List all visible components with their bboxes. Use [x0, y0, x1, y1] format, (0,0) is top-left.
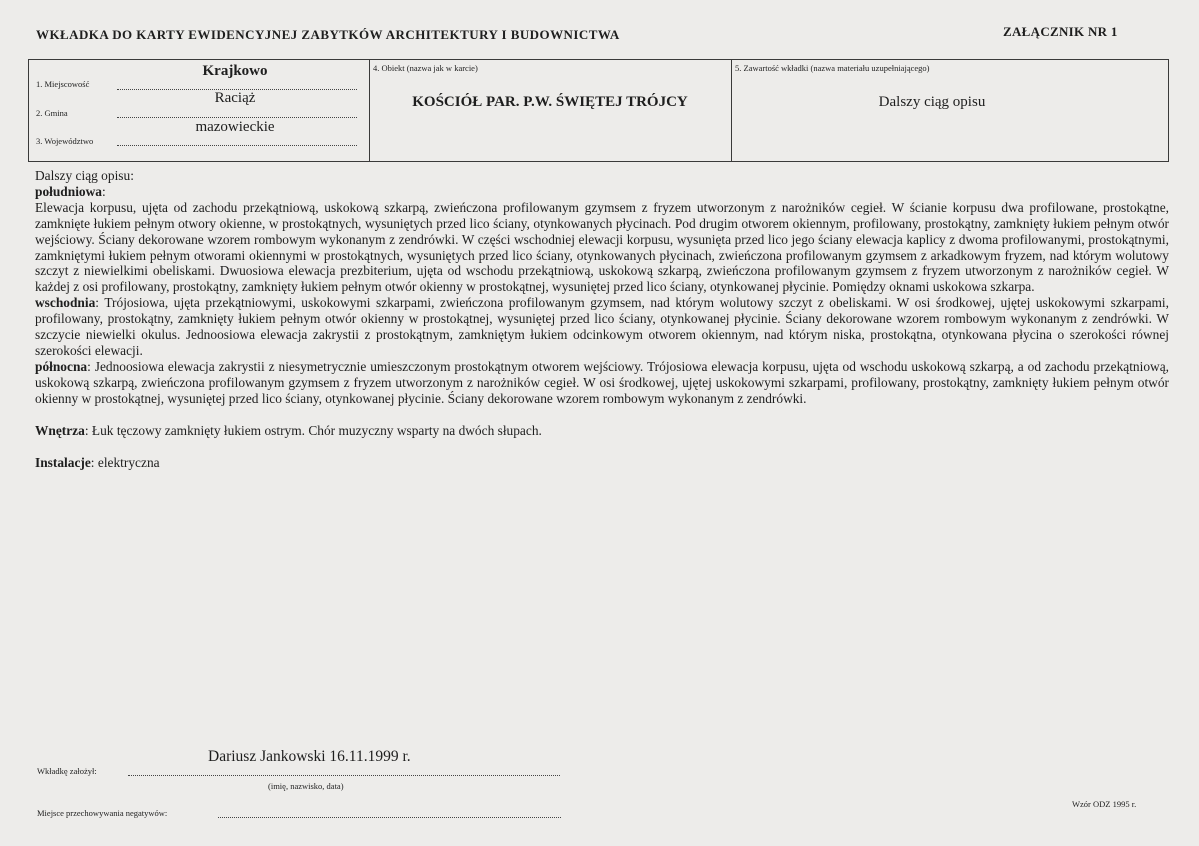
installations-text: elektryczna [97, 454, 160, 470]
installations-heading: Instalacje [35, 454, 91, 470]
box-bottom-border [28, 161, 1169, 162]
voivodeship-value: mazowieckie [195, 119, 275, 135]
box-left-border [28, 59, 29, 161]
voivodeship-label: 3. Województwo [36, 136, 94, 146]
east-section: wschodnia: Trójosiowa, ujęta przekątniowymi, uskokowymi szkarpami, zwieńczona profilowanym gzymsem, nad którym wolutowy szczyt z obeliskami. W osi środkowej, ujętej uskokowymi szkarpami, profilowany, prostokątny, zamknięty łukiem pełnym otwór okienny w prostokątnej, wysuniętej przed lico ściany, otynkowanej płycinie. Ściany dekorowane wzorem rombowym wykonanym z zendrówki. W szczycie niewielki okulus. Jednoosiowa elewacja zakrystii z prostokątnym, zamkniętym łukiem odcinkowym otworem okiennym, nad którym niska, prostokątna, otynkowana płycina o szerokości równej szerokości elewacji. [35, 295, 1169, 358]
interior-section: Wnętrza: Łuk tęczowy zamknięty łukiem ostrym. Chór muzyczny wsparty na dwóch słupach. [35, 422, 542, 438]
east-heading: wschodnia [35, 295, 96, 311]
contents-label: 5. Zawartość wkładki (nazwa materiału uzupełniającego) [735, 63, 930, 73]
intro-line: Dalszy ciąg opisu: [35, 168, 134, 183]
negatives-line [218, 817, 561, 818]
installations-section: Instalacje: elektryczna [35, 454, 160, 470]
interior-heading: Wnętrza [35, 422, 85, 438]
box-right-border [1168, 59, 1169, 161]
east-text: Trójosiowa, ujęta przekątniowymi, uskokowymi szkarpami, zwieńczona profilowanym gzymsem, nad którym wolutowy szczyt z obeliskami. W osi środkowej, ujętej uskokowymi szkarpami, profilowany, prostokątny, zamknięty łukiem pełnym otwór okienny w prostokątnej, wysuniętej przed lico ściany, otynkowanej płycinie. Ściany dekorowane wzorem rombowym wykonanym z zendrówki. W szczycie niewielki okulus. Jednoosiowa elewacja zakrystii z prostokątnym, zamkniętym łukiem odcinkowym otworem okiennym, nad którym niska, prostokątna, otynkowana płycina o szerokości równej szerokości elewacji. [35, 295, 1169, 358]
locality-value: Krajkowo [202, 63, 268, 79]
created-by-hint: (imię, nazwisko, data) [268, 781, 344, 791]
created-by-label: Wkładkę założył: [37, 766, 97, 776]
south-section: południowa: [35, 183, 106, 199]
box-top-border [28, 59, 1169, 60]
north-heading: północna [35, 358, 88, 374]
south-heading: południowa [35, 183, 102, 199]
commune-value: Raciąż [214, 90, 256, 106]
contents-value: Dalszy ciąg opisu [878, 94, 986, 110]
annex-number: ZAŁĄCZNIK NR 1 [1003, 24, 1118, 39]
object-label: 4. Obiekt (nazwa jak w karcie) [373, 63, 478, 73]
voivodeship-line [117, 145, 357, 146]
north-section: północna: Jednoosiowa elewacja zakrystii z niesymetrycznie umieszczonym prostokątnym otworem wejściowy. Trójosiowa elewacja korpusu, ujęta od wschodu uskokową szkarpą, a od zachodu przekątniową, uskokową szkarpą, zwieńczona profilowanym gzymsem z fryzem utworzonym z narożników cegieł. W osi środkowej, ujętej uskokowymi szkarpami, profilowany, prostokątny, zamknięty łukiem pełnym otwór okienny w prostokątnej, wysuniętej przed lico ściany, otynkowanej płycinie. Ściany dekorowane wzorem rombowym wykonanym z zendrówki. [35, 358, 1169, 406]
description-body [35, 168, 1169, 470]
object-value: KOŚCIÓŁ PAR. P.W. ŚWIĘTEJ TRÓJCY [412, 94, 688, 110]
created-by-value: Dariusz Jankowski 16.11.1999 r. [208, 748, 411, 765]
form-version: Wzór ODZ 1995 r. [1072, 799, 1137, 809]
locality-label: 1. Miejscowość [36, 79, 90, 89]
south-text: Elewacja korpusu, ujęta od zachodu przekątniową, uskokową szkarpą, zwieńczona profilowanym gzymsem z fryzem utworzonym z narożników cegieł. W ścianie korpusu dwa profilowane, prostokątne, zamknięte łukiem pełnym otwory okienne, w prostokątnych, wysuniętych przed lico ściany, otynkowanych płycinach. Pod drugim otworem okiennym, profilowany, prostokątny, zamknięty łukiem pełnym otwór wejściowy. Ściany dekorowane wzorem rombowym wykonanym z zendrówki. W części wschodniej elewacji korpusu, wysunięta przed lico jego ściany elewacja kaplicy z dwoma profilowanymi, prostokątnymi, zamkniętymi łukiem pełnym otworami okiennymi w prostokątnych, wysuniętych przed lico ściany, otynkowanych płycinach, zwieńczona profilowanym gzymsem z arkadkowym fryzem, nad którym wolutowy szczyt z niewielkimi obeliskami. Dwuosiowa elewacja prezbiterium, ujęta od wschodu przekątniową, uskokową szkarpą, zwieńczona profilowanym gzymsem z fryzem utworzonym z narożników cegieł. W każdej z osi profilowany, prostokątny, zamknięty łukiem pełnym otwór okienny w prostokątnej, wysuniętej przed lico ściany, otynkowanej płycinie. Pomiędzy oknami uskokowa szkarpa. [35, 199, 1169, 295]
form-title: WKŁADKA DO KARTY EWIDENCYJNEJ ZABYTKÓW ARCHITEKTURY I BUDOWNICTWA [36, 27, 620, 42]
commune-line [117, 117, 357, 118]
north-text: Jednoosiowa elewacja zakrystii z niesymetrycznie umieszczonym prostokątnym otworem wejściowy. Trójosiowa elewacja korpusu, ujęta od wschodu uskokową szkarpą, a od zachodu przekątniową, uskokową szkarpą, zwieńczona profilowanym gzymsem z fryzem utworzonym z narożników cegieł. W osi środkowej, ujętej uskokowymi szkarpami, profilowany, prostokątny, zamknięty łukiem pełnym otwór okienny w prostokątnej, wysuniętej przed lico ściany, otynkowanej płycinie. Ściany dekorowane wzorem rombowym wykonanym z zendrówki. [35, 358, 1169, 406]
negatives-label: Miejsce przechowywania negatywów: [37, 808, 168, 818]
created-by-line [128, 775, 560, 776]
commune-label: 2. Gmina [36, 108, 68, 118]
interior-text: Łuk tęczowy zamknięty łukiem ostrym. Chór muzyczny wsparty na dwóch słupach. [91, 422, 542, 438]
